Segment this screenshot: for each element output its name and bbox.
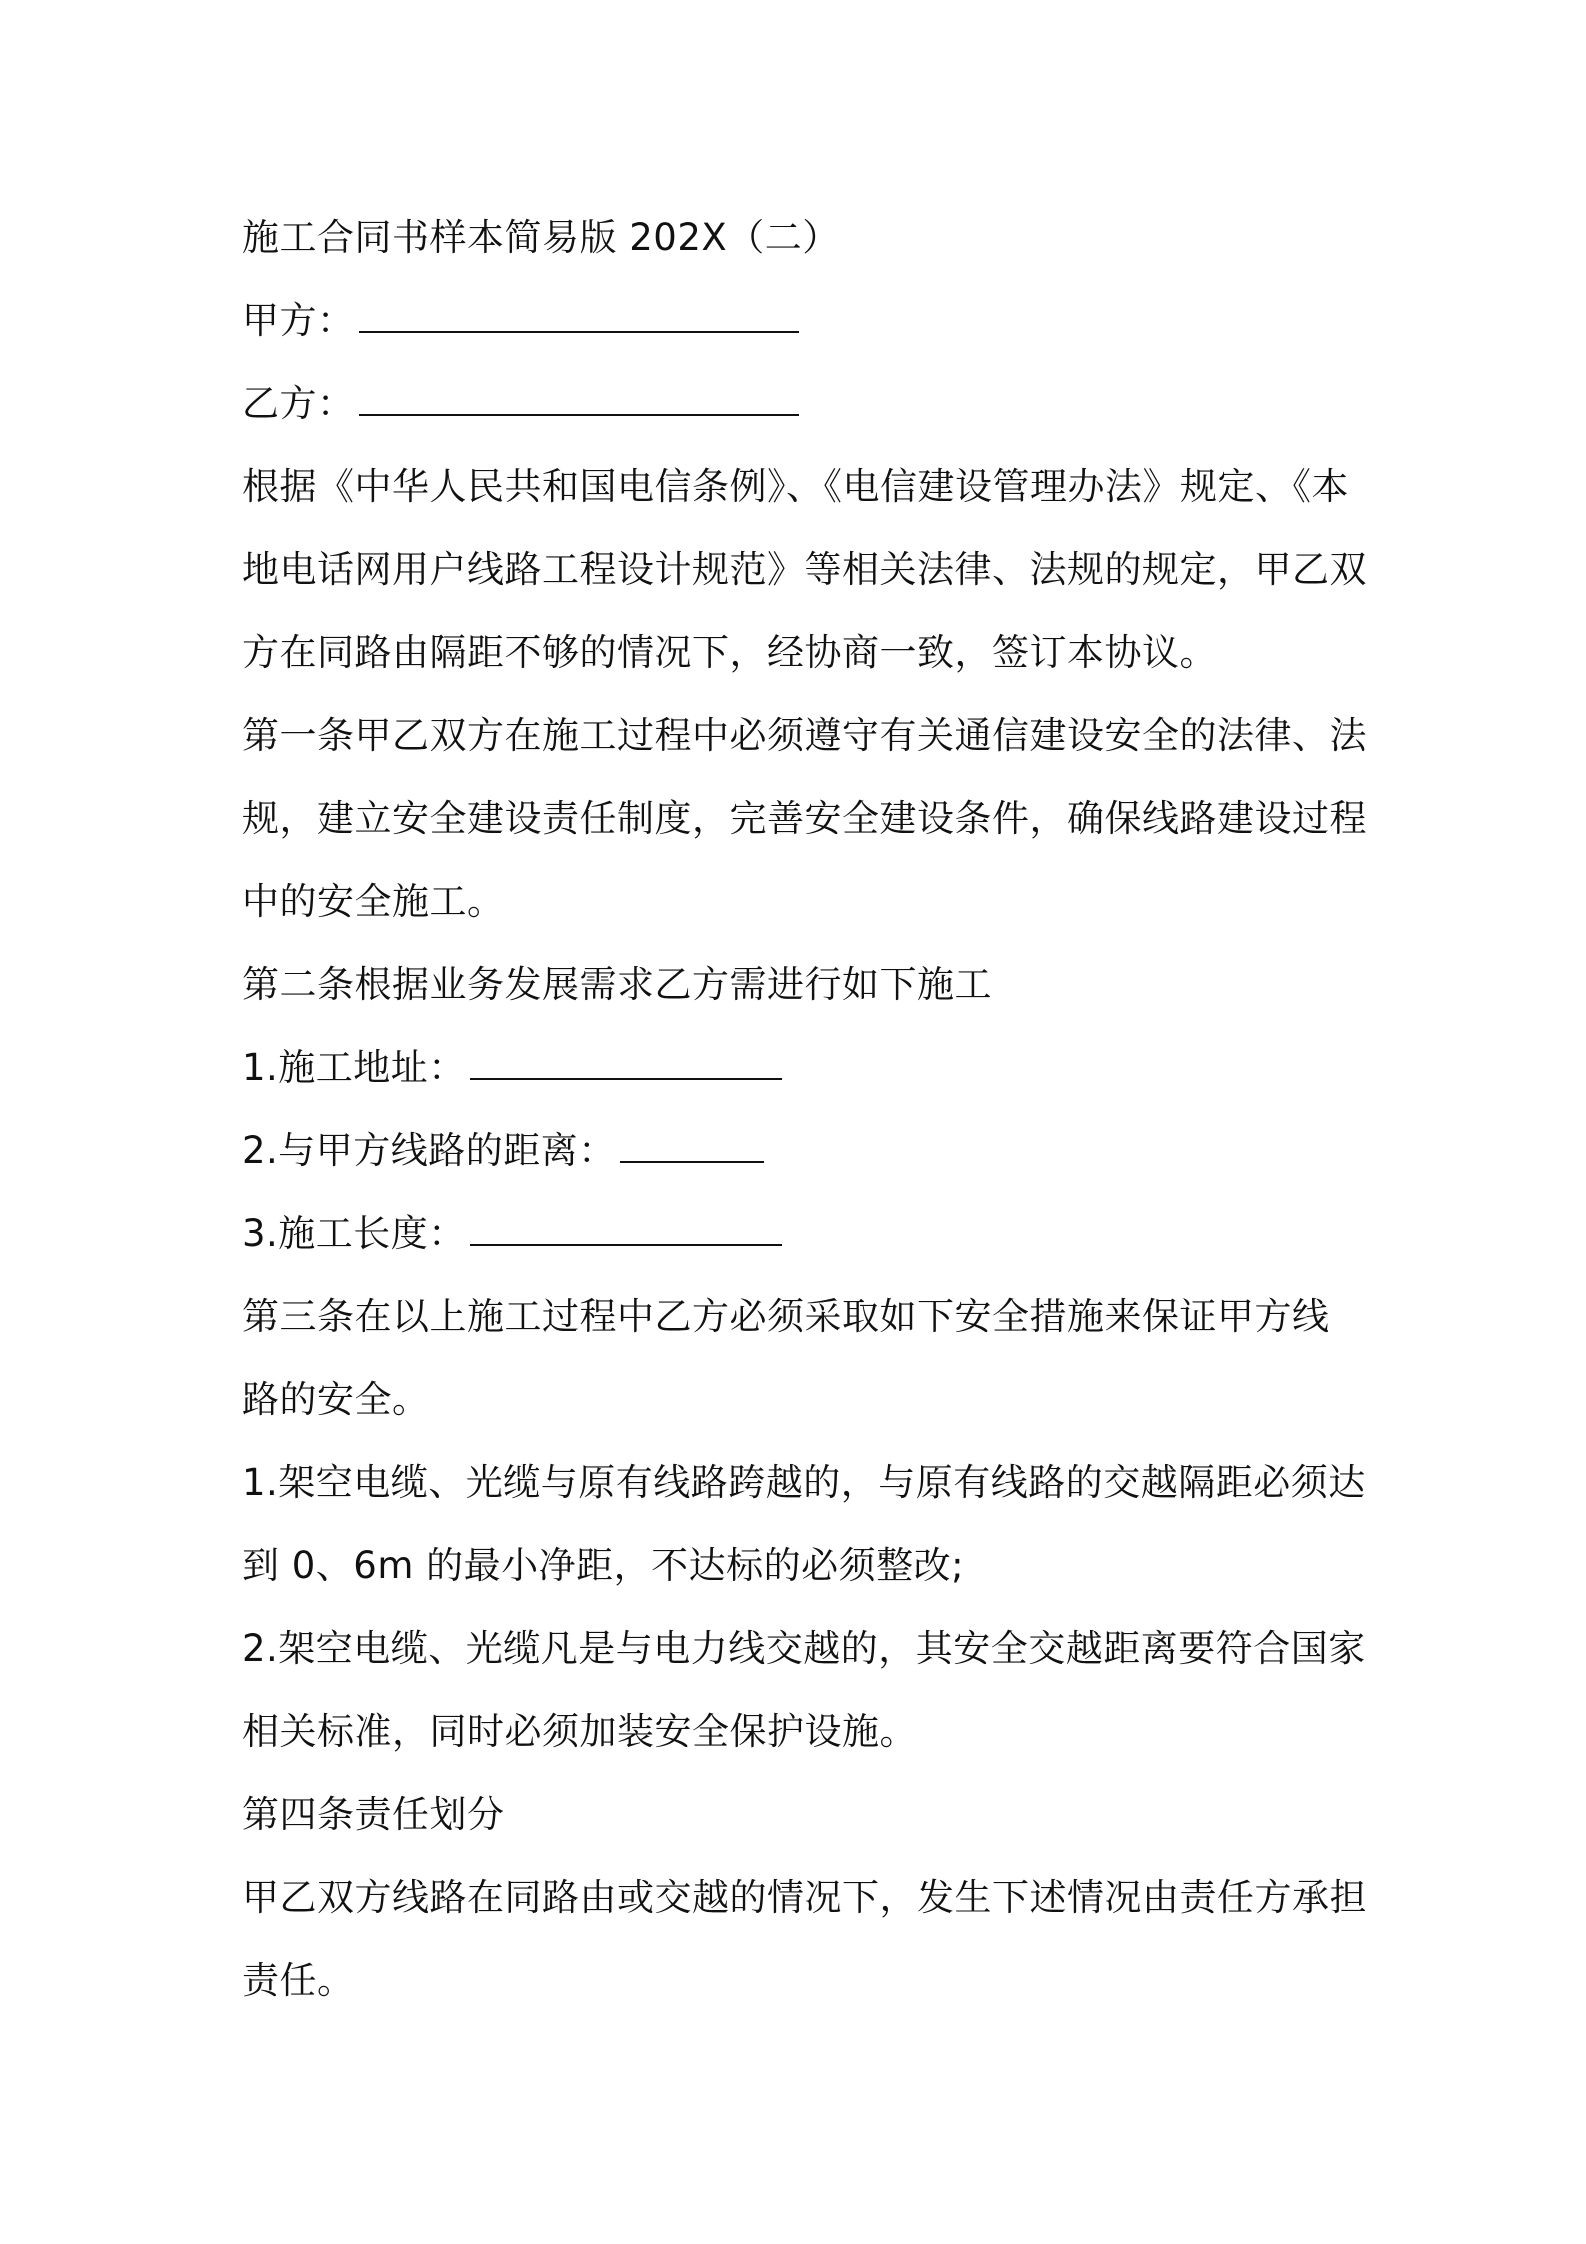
intro-line-3: 方在同路由隔距不够的情况下，经协商一致，签订本协议。 <box>242 631 1217 674</box>
article4-line-2: 责任。 <box>242 1959 355 2002</box>
article3-item1-line-2: 到 0、6m 的最小净距，不达标的必须整改; <box>242 1544 965 1587</box>
construction-length-blank <box>470 1214 782 1246</box>
article3-item1-line-1: 1.架空电缆、光缆与原有线路跨越的，与原有线路的交越隔距必须达 <box>242 1461 1366 1504</box>
document-body <box>242 196 1367 2022</box>
document-title: 施工合同书样本简易版 202X（二） <box>242 216 840 259</box>
article3-item2-line-1: 2.架空电缆、光缆凡是与电力线交越的，其安全交越距离要符合国家 <box>242 1627 1366 1670</box>
party-a-line <box>242 279 1362 362</box>
party-a-blank <box>359 301 799 333</box>
article2-item2-label: 2.与甲方线路的距离： <box>242 1129 616 1172</box>
article2-item1-label: 1.施工地址： <box>242 1046 466 1089</box>
construction-address-blank <box>470 1048 782 1080</box>
article2-item3 <box>242 1192 1362 1275</box>
article4-line-1: 甲乙双方线路在同路由或交越的情况下，发生下述情况由责任方承担 <box>242 1876 1367 1919</box>
article2-item1 <box>242 1026 1362 1109</box>
article2-item3-label: 3.施工长度： <box>242 1212 466 1255</box>
article2-heading: 第二条根据业务发展需求乙方需进行如下施工 <box>242 963 992 1006</box>
intro-line-2: 地电话网用户线路工程设计规范》等相关法律、法规的规定，甲乙双 <box>242 548 1367 591</box>
article1-line-2: 规，建立安全建设责任制度，完善安全建设条件，确保线路建设过程 <box>242 797 1367 840</box>
party-b-label: 乙方： <box>242 382 355 425</box>
article1-line-1: 第一条甲乙双方在施工过程中必须遵守有关通信建设安全的法律、法 <box>242 714 1367 757</box>
article3-line-2: 路的安全。 <box>242 1378 430 1421</box>
distance-blank <box>620 1131 764 1163</box>
party-b-blank <box>359 384 799 416</box>
article3-item2-line-2: 相关标准，同时必须加装安全保护设施。 <box>242 1710 917 1753</box>
article1-line-3: 中的安全施工。 <box>242 880 505 923</box>
party-a-label: 甲方： <box>242 299 355 342</box>
party-b-line <box>242 362 1362 445</box>
article2-item2 <box>242 1109 1362 1192</box>
article3-line-1: 第三条在以上施工过程中乙方必须采取如下安全措施来保证甲方线 <box>242 1295 1330 1338</box>
article4-heading: 第四条责任划分 <box>242 1793 505 1836</box>
intro-line-1: 根据《中华人民共和国电信条例》、《电信建设管理办法》规定、《本 <box>242 465 1349 508</box>
